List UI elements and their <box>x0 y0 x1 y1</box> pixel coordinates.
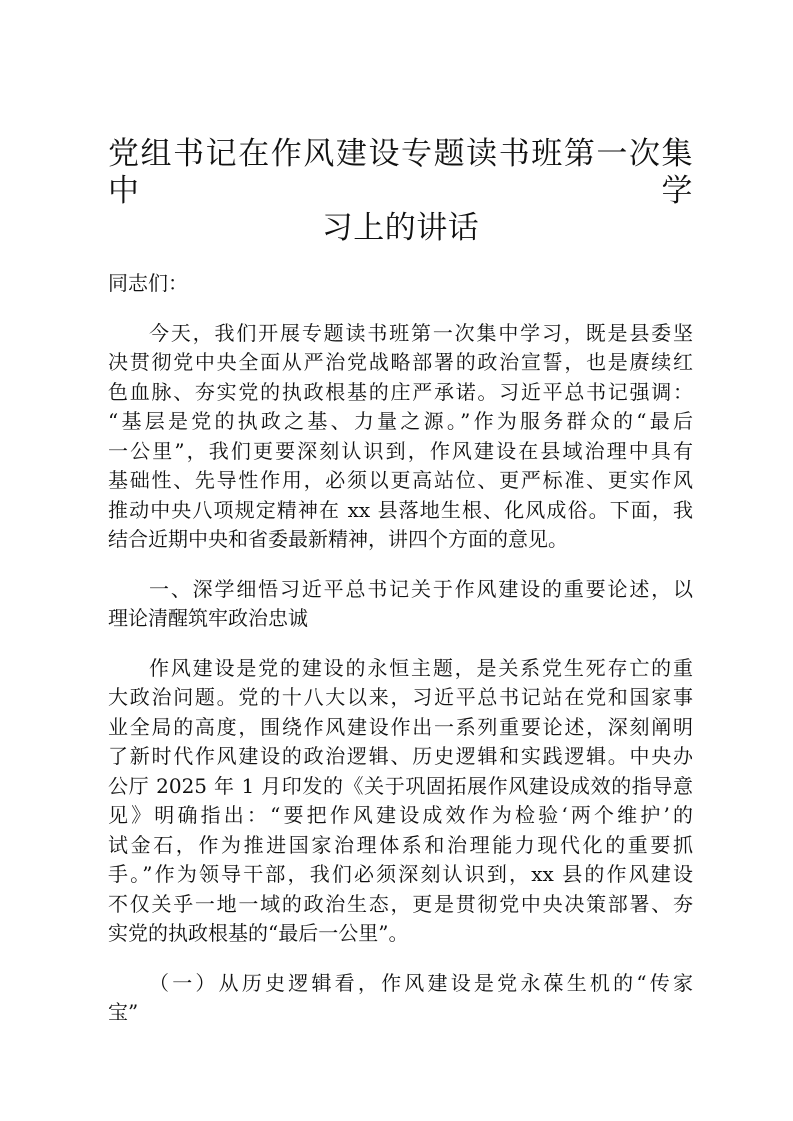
text-line: 基础性、先导性作用，必须以更高站位、更严标准、更实作风 <box>108 468 693 492</box>
text-line: 见》明确指出：“要把作风建设成效作为检验‘两个维护’的 <box>108 803 693 827</box>
text-line: 今天，我们开展专题读书班第一次集中学习，既是县委坚 <box>149 320 693 345</box>
text-line: 推动中央八项规定精神在 xx 县落地生根、化风成俗。下面，我 <box>108 497 693 522</box>
document-body <box>108 319 693 1028</box>
salutation: 同志们： <box>108 271 188 295</box>
text-line: 不仅关乎一地一域的政治生态，更是贯彻党中央决策部署、夯 <box>108 891 693 916</box>
text-line: 大政治问题。党的十八大以来，习近平总书记站在党和国家事 <box>108 685 693 709</box>
section-heading-1 <box>108 575 693 634</box>
text-line: 实党的执政根基的“最后一公里”。 <box>108 921 409 945</box>
text-line: 一公里”，我们更要深刻认识到，作风建设在县域治理中具有 <box>108 438 693 463</box>
text-line: 色血脉、夯实党的执政根基的庄严承诺。习近平总书记强调： <box>108 379 693 404</box>
text-line: 结合近期中央和省委最新精神，讲四个方面的意见。 <box>108 527 568 551</box>
title-line: 党组书记在作风建设专题读书班第一次集中学 <box>108 136 693 209</box>
text-line: 手。”作为领导干部，我们必须深刻认识到，xx 县的作风建设 <box>108 862 693 886</box>
text-line: （一）从历史逻辑看，作风建设是党永葆生机的“传家 <box>149 970 693 995</box>
text-line: 试金石，作为推进国家治理体系和治理能力现代化的重要抓 <box>108 832 693 857</box>
text-line: 一、深学细悟习近平总书记关于作风建设的重要论述，以 <box>149 576 693 601</box>
text-line: 理论清醒筑牢政治忠诚 <box>108 606 308 630</box>
text-line: 业全局的高度，围绕作风建设作出一系列重要论述，深刻阐明 <box>108 714 693 739</box>
text-line: 公厅 2025 年 1 月印发的《关于巩固拓展作风建设成效的指导意 <box>108 773 693 798</box>
text-line: 决贯彻党中央全面从严治党战略部署的政治宣誓，也是赓续红 <box>108 350 693 374</box>
document-page <box>108 136 693 1028</box>
text-line: 了新时代作风建设的政治逻辑、历史逻辑和实践逻辑。中央办 <box>108 744 693 768</box>
document-title <box>108 136 693 247</box>
subsection-heading-1 <box>108 969 693 1028</box>
text-line: 宝” <box>108 1000 139 1024</box>
intro-paragraph <box>108 319 693 555</box>
title-line: 习上的讲话 <box>321 210 480 246</box>
text-line: “基层是党的执政之基、力量之源。”作为服务群众的“最后 <box>108 409 693 433</box>
text-line: 作风建设是党的建设的永恒主题，是关系党生死存亡的重 <box>149 655 693 680</box>
section-1-body <box>108 654 693 949</box>
